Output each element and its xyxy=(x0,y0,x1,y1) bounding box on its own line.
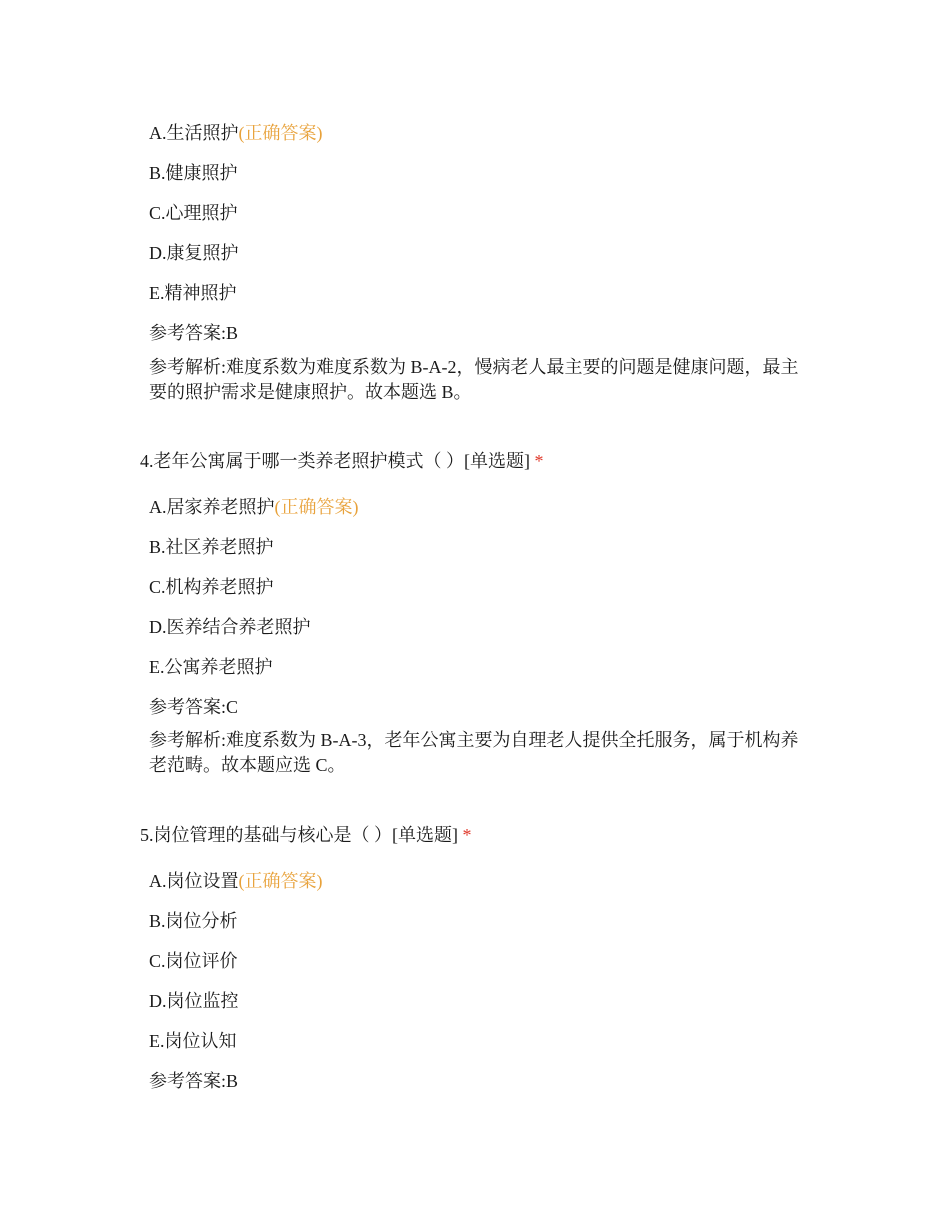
required-mark: * xyxy=(462,825,472,845)
q4-analysis: 参考解析:难度系数为 B-A-3，老年公寓主要为自理老人提供全托服务，属于机构养老范畴。故本题应选 C。 xyxy=(149,730,799,775)
q4-reference-answer: 参考答案:C xyxy=(149,697,239,717)
question-text: 4.老年公寓属于哪一类养老照护模式（ ）[单选题] xyxy=(140,451,530,471)
q4-title xyxy=(140,449,544,473)
q3-option-d: D.康复照护 xyxy=(149,243,239,263)
correct-answer-tag: (正确答案) xyxy=(274,497,359,517)
q3-reference-answer: 参考答案:B xyxy=(149,323,239,343)
option-text: A.生活照护 xyxy=(149,123,239,143)
q3-option-b: B.健康照护 xyxy=(149,163,238,183)
q4-option-c: C.机构养老照护 xyxy=(149,577,274,597)
q5-option-e: E.岗位认知 xyxy=(149,1031,237,1051)
correct-answer-tag: (正确答案) xyxy=(238,123,323,143)
q3-analysis: 参考解析:难度系数为难度系数为 B-A-2，慢病老人最主要的问题是健康问题，最主要的照护需求是健康照护。故本题选 B。 xyxy=(149,357,799,402)
q5-reference-answer: 参考答案:B xyxy=(149,1071,239,1091)
option-text: A.居家养老照护 xyxy=(149,497,275,517)
q5-option-a xyxy=(149,869,323,893)
q5-option-b: B.岗位分析 xyxy=(149,911,238,931)
q4-option-e: E.公寓养老照护 xyxy=(149,657,273,677)
q3-option-a xyxy=(149,121,323,145)
question-text: 5.岗位管理的基础与核心是（ ）[单选题] xyxy=(140,825,458,845)
q5-option-c: C.岗位评价 xyxy=(149,951,238,971)
correct-answer-tag: (正确答案) xyxy=(238,871,323,891)
q4-option-a xyxy=(149,495,359,519)
required-mark: * xyxy=(534,451,544,471)
q4-option-b: B.社区养老照护 xyxy=(149,537,274,557)
q3-option-c: C.心理照护 xyxy=(149,203,238,223)
q3-option-e: E.精神照护 xyxy=(149,283,237,303)
q4-option-d: D.医养结合养老照护 xyxy=(149,617,311,637)
option-text: A.岗位设置 xyxy=(149,871,239,891)
q5-title xyxy=(140,823,472,847)
q5-option-d: D.岗位监控 xyxy=(149,991,239,1011)
